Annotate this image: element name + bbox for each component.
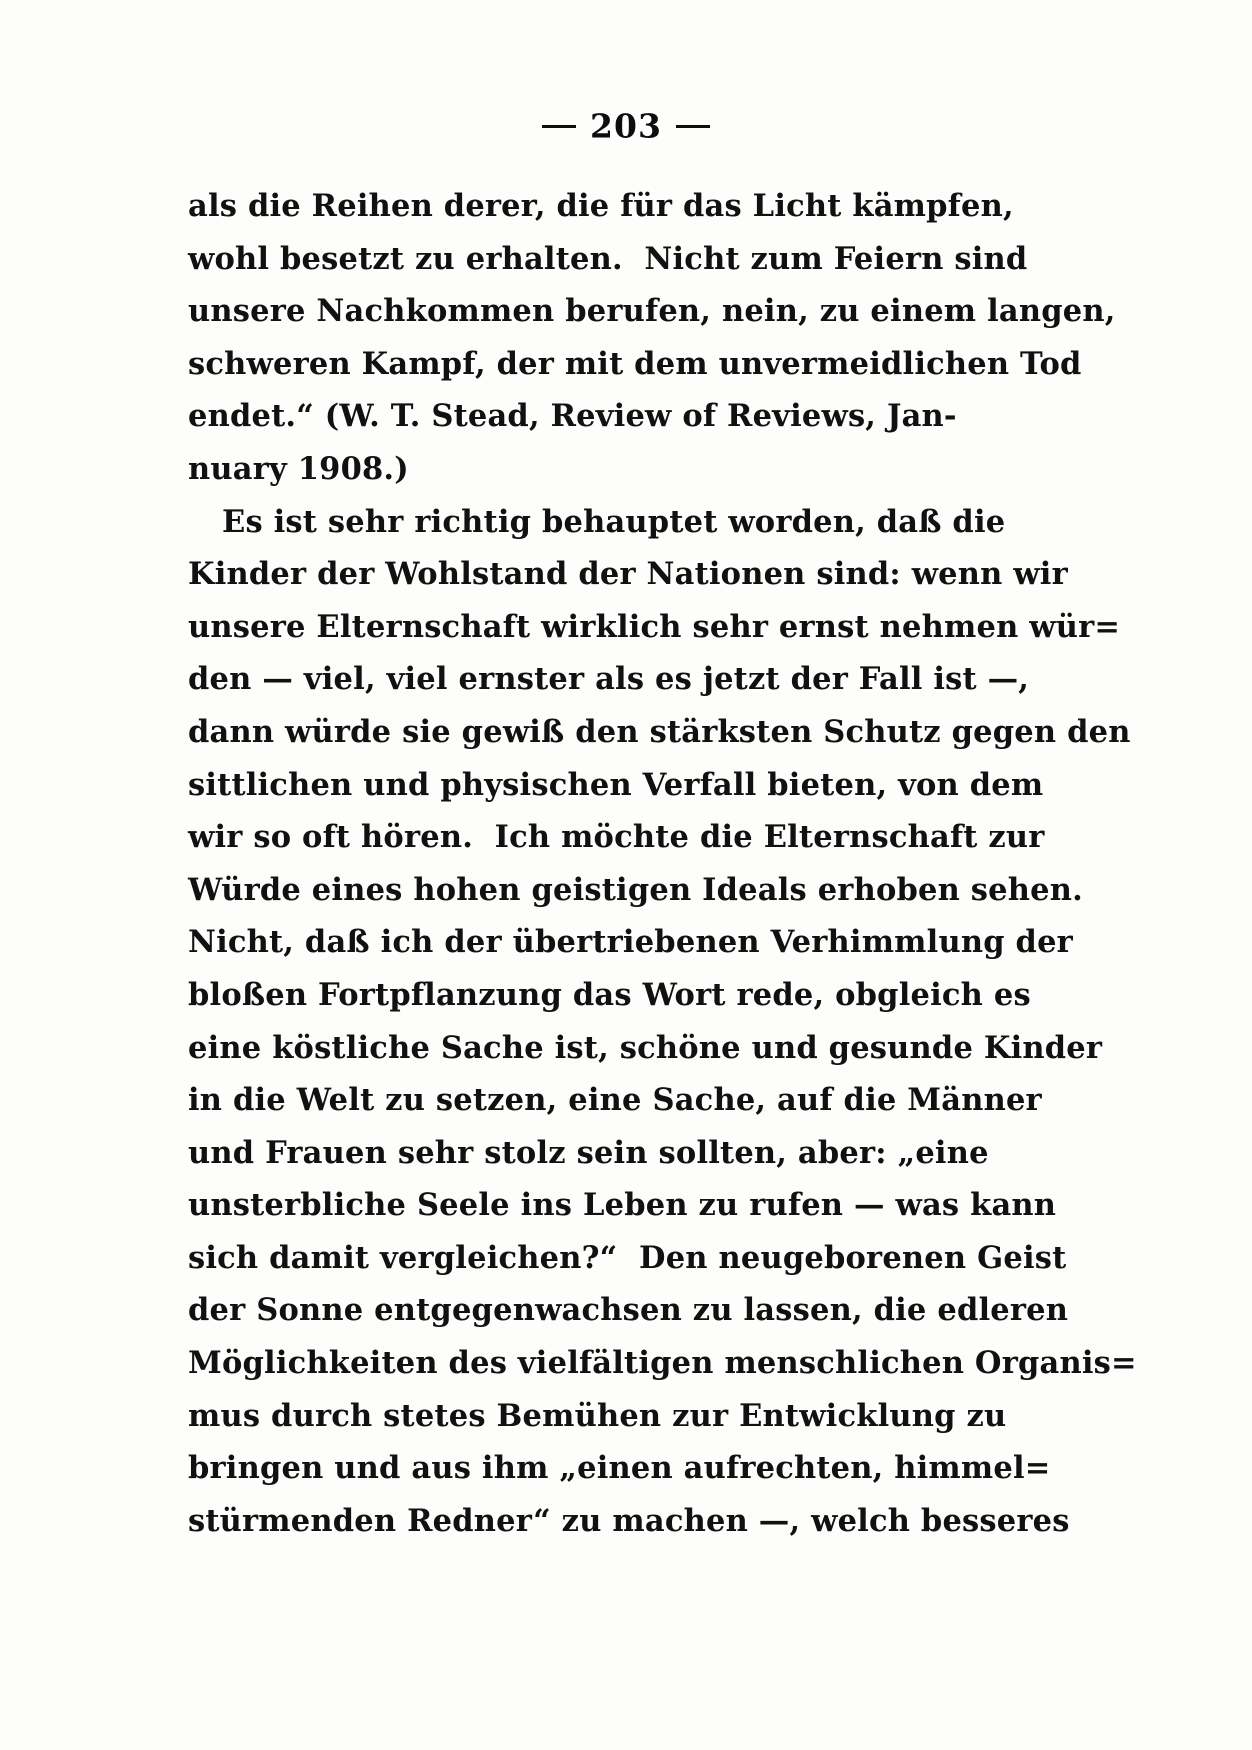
text-line: Es ist sehr richtig behauptet worden, daß die	[222, 503, 1006, 540]
text-line: mus durch stetes Bemühen zur Entwicklung zu	[188, 1397, 1007, 1434]
text-line: wohl besetzt zu erhalten. Nicht zum Feiern sind	[188, 240, 1028, 277]
header-rule-right	[676, 125, 710, 128]
text-line: schweren Kampf, der mit dem unvermeidlichen Tod	[188, 345, 1082, 382]
paragraph	[188, 180, 1116, 496]
text-line: sittlichen und physischen Verfall bieten, von dem	[188, 766, 1044, 803]
header-rule-left	[542, 125, 576, 128]
text-line: sich damit vergleichen?“ Den neugeborenen Geist	[188, 1239, 1067, 1276]
text-line: Möglichkeiten des vielfältigen menschlichen Organis=	[188, 1345, 1137, 1382]
text-line: unsere Nachkommen berufen, nein, zu einem langen,	[188, 293, 1116, 330]
paragraph	[188, 496, 1137, 1548]
text-line: in die Welt zu setzen, eine Sache, auf die Männer	[188, 1082, 1042, 1119]
text-line: als die Reihen derer, die für das Licht kämpfen,	[188, 188, 1014, 224]
page-header	[0, 104, 1252, 146]
text-line: bloßen Fortpflanzung das Wort rede, obgleich es	[188, 976, 1031, 1013]
page-number: 203	[590, 106, 662, 146]
text-line: Kinder der Wohlstand der Nationen sind: wenn wir	[188, 556, 1068, 593]
text-line: dann würde sie gewiß den stärksten Schutz gegen den	[188, 713, 1131, 750]
text-line: Würde eines hohen geistigen Ideals erhoben sehen.	[188, 871, 1083, 908]
text-line: unsere Elternschaft wirklich sehr ernst nehmen wür=	[188, 608, 1121, 645]
text-line: Nicht, daß ich der übertriebenen Verhimmlung der	[188, 924, 1073, 961]
text-line: nuary 1908.)	[188, 450, 409, 487]
body-text	[188, 180, 1137, 1547]
text-line: eine köstliche Sache ist, schöne und gesunde Kinder	[188, 1029, 1103, 1066]
text-line: bringen und aus ihm „einen aufrechten, himmel=	[188, 1450, 1051, 1487]
text-line: wir so oft hören. Ich möchte die Elternschaft zur	[188, 819, 1045, 856]
text-line: endet.“ (W. T. Stead, Review of Reviews, Jan-	[188, 398, 957, 435]
text-line: unsterbliche Seele ins Leben zu rufen — was kann	[188, 1187, 1057, 1224]
text-line: stürmenden Redner“ zu machen —, welch besseres	[188, 1502, 1070, 1539]
text-line: den — viel, viel ernster als es jetzt der Fall ist —,	[188, 661, 1030, 698]
text-line: und Frauen sehr stolz sein sollten, aber: „eine	[188, 1134, 989, 1171]
text-line: der Sonne entgegenwachsen zu lassen, die edleren	[188, 1292, 1069, 1329]
